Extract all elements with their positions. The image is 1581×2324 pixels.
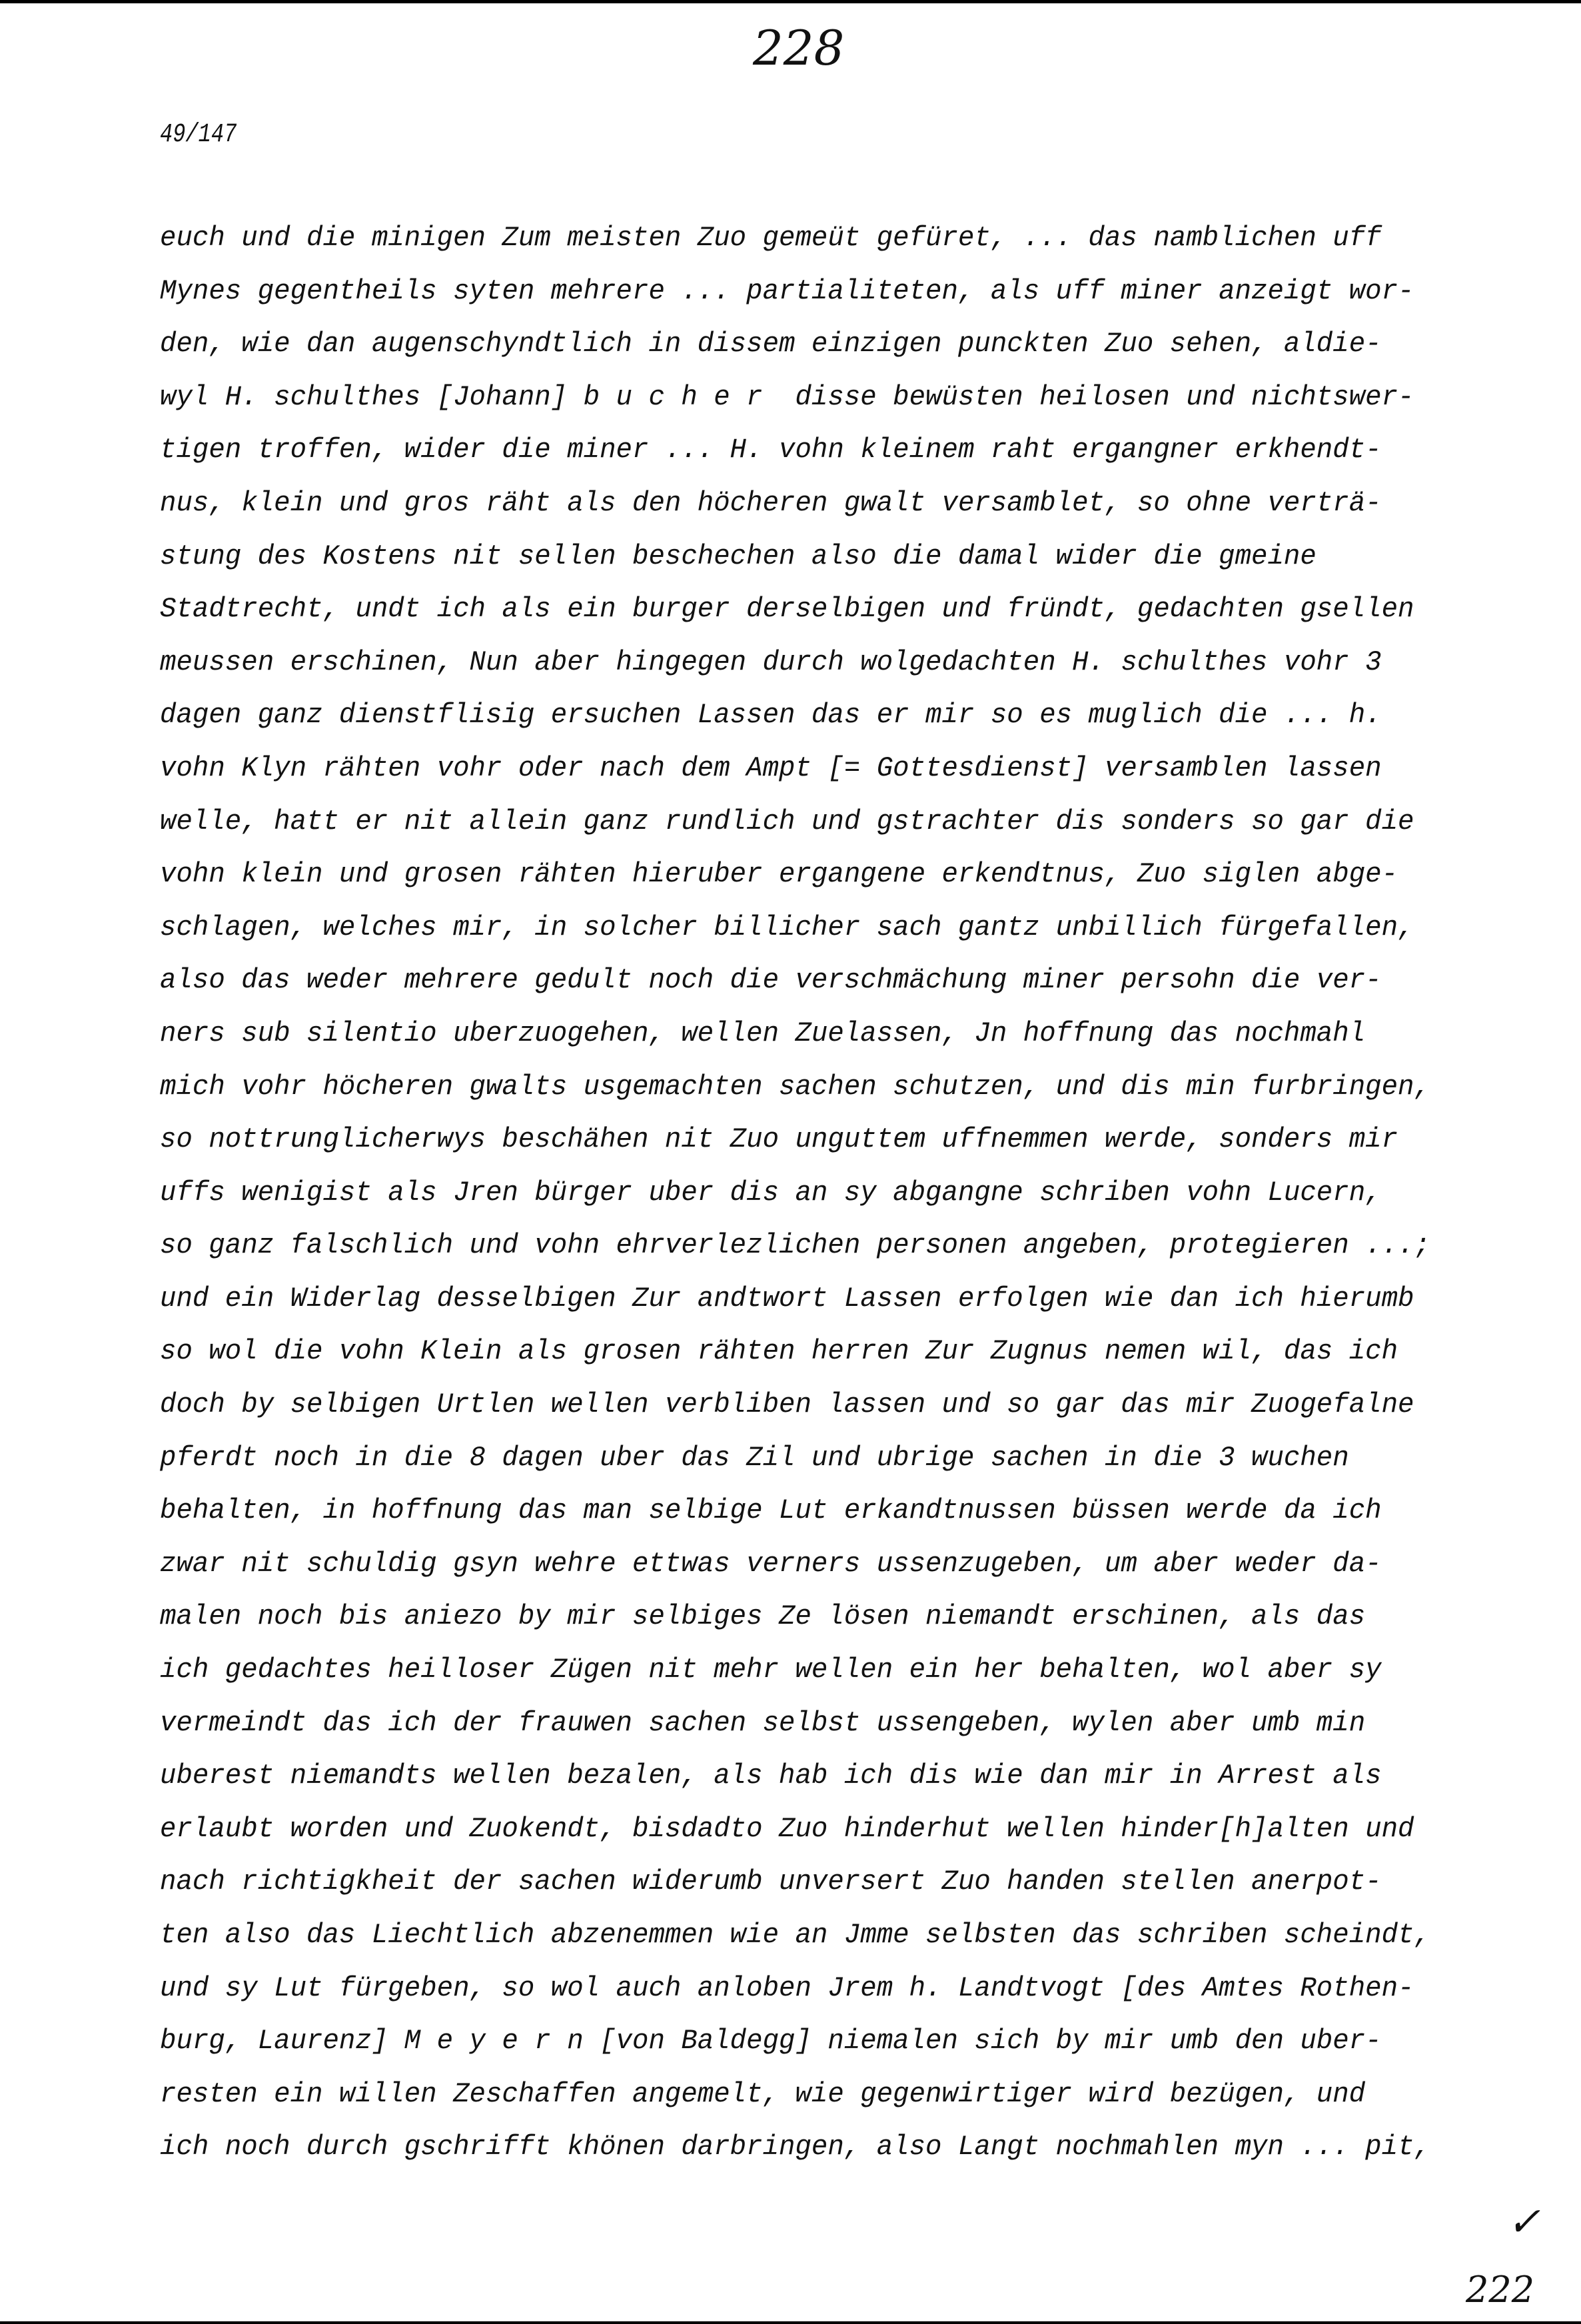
text-line: doch by selbigen Urtlen wellen verbliben lassen und so gar das mir Zuogefalne xyxy=(160,1389,1414,1421)
text-line: den, wie dan augenschyndtlich in dissem einzigen punckten Zuo sehen, aldie- xyxy=(160,328,1382,360)
text-line: euch und die minigen Zum meisten Zuo gemeüt gefüret, ... das namblichen uff xyxy=(160,222,1382,254)
text-line: stung des Kostens nit sellen beschechen also die damal wider die gmeine xyxy=(160,540,1317,572)
text-line: und sy Lut fürgeben, so wol auch anloben Jrem h. Landtvogt [des Amtes Rothen- xyxy=(160,1972,1414,2004)
handwritten-folio-number: 222 xyxy=(1466,2269,1535,2311)
text-line: uberest niemandts wellen bezalen, als hab ich dis wie dan mir in Arrest als xyxy=(160,1760,1382,1792)
text-line: und ein Widerlag desselbigen Zur andtwort Lassen erfolgen wie dan ich hierumb xyxy=(160,1282,1414,1315)
text-line: uffs wenigist als Jren bürger uber dis an sy abgangne schriben vohn Lucern, xyxy=(160,1176,1382,1209)
check-mark-icon: ✓ xyxy=(1507,2199,1541,2245)
text-line: so ganz falschlich und vohn ehrverlezlichen personen angeben, protegieren ...; xyxy=(160,1229,1430,1262)
text-line: zwar nit schuldig gsyn wehre ettwas verners ussenzugeben, um aber weder da- xyxy=(160,1547,1382,1580)
text-line: nus, klein und gros räht als den höcheren gwalt versamblet, so ohne verträ- xyxy=(160,486,1382,519)
document-reference: 49/147 xyxy=(160,120,237,150)
text-line: so nottrunglicherwys beschähen nit Zuo unguttem uffnemmen werde, sonders mir xyxy=(160,1123,1398,1156)
text-line: wyl H. schulthes [Johann] b u c h e r disse bewüsten heilosen und nichtswer- xyxy=(160,380,1414,413)
text-line: also das weder mehrere gedult noch die verschmächung miner persohn die ver- xyxy=(160,964,1382,997)
text-line: malen noch bis aniezo by mir selbiges Ze lösen niemandt erschinen, als das xyxy=(160,1600,1366,1633)
text-line: Stadtrecht, undt ich als ein burger derselbigen und fründt, gedachten gsellen xyxy=(160,593,1414,626)
text-line: behalten, in hoffnung das man selbige Lut erkandtnussen büssen werde da ich xyxy=(160,1494,1382,1527)
text-line: ten also das Liechtlich abzenemmen wie an Jmme selbsten das schriben scheindt, xyxy=(160,1919,1430,1951)
text-line: ich noch durch gschrifft khönen darbringen, also Langt nochmahlen myn ... pit, xyxy=(160,2131,1430,2163)
text-line: tigen troffen, wider die miner ... H. vohn kleinem raht ergangner erkhendt- xyxy=(160,434,1382,466)
text-line: burg, Laurenz] M e y e r n [von Baldegg] niemalen sich by mir umb den uber- xyxy=(160,2025,1382,2057)
text-line: nach richtigkheit der sachen widerumb unversert Zuo handen stellen anerpot- xyxy=(160,1866,1382,1898)
text-line: ners sub silentio uberzuogehen, wellen Zuelassen, Jn hoffnung das nochmahl xyxy=(160,1017,1366,1049)
text-line: erlaubt worden und Zuokendt, bisdadto Zuo hinderhut wellen hinder[h]alten und xyxy=(160,1812,1414,1845)
text-line: Mynes gegentheils syten mehrere ... partialiteten, als uff miner anzeigt wor- xyxy=(160,275,1414,307)
text-line: welle, hatt er nit allein ganz rundlich und gstrachter dis sonders so gar die xyxy=(160,805,1414,838)
scan-bottom-edge xyxy=(0,2321,1581,2324)
text-line: vohn Klyn rähten vohr oder nach dem Ampt [= Gottesdienst] versamblen lassen xyxy=(160,752,1382,784)
text-line: vohn klein und grosen rähten hieruber ergangene erkendtnus, Zuo siglen abge- xyxy=(160,858,1398,891)
text-line: meussen erschinen, Nun aber hingegen durch wolgedachten H. schulthes vohr 3 xyxy=(160,646,1382,678)
text-line: schlagen, welches mir, in solcher billicher sach gantz unbillich fürgefallen, xyxy=(160,911,1414,943)
handwritten-page-number: 228 xyxy=(753,20,845,76)
text-line: resten ein willen Zeschaffen angemelt, wie gegenwirtiger wird bezügen, und xyxy=(160,2077,1366,2110)
text-line: so wol die vohn Klein als grosen rähten herren Zur Zugnus nemen wil, das ich xyxy=(160,1335,1398,1368)
text-line: pferdt noch in die 8 dagen uber das Zil und ubrige sachen in die 3 wuchen xyxy=(160,1441,1349,1474)
scan-top-edge xyxy=(0,0,1581,3)
text-line: vermeindt das ich der frauwen sachen selbst ussengeben, wylen aber umb min xyxy=(160,1706,1366,1739)
text-line: ich gedachtes heilloser Zügen nit mehr wellen ein her behalten, wol aber sy xyxy=(160,1654,1382,1686)
text-line: mich vohr höcheren gwalts usgemachten sachen schutzen, und dis min furbringen, xyxy=(160,1070,1430,1103)
text-line: dagen ganz dienstflisig ersuchen Lassen das er mir so es muglich die ... h. xyxy=(160,699,1382,732)
transcription-body xyxy=(160,212,1466,2174)
